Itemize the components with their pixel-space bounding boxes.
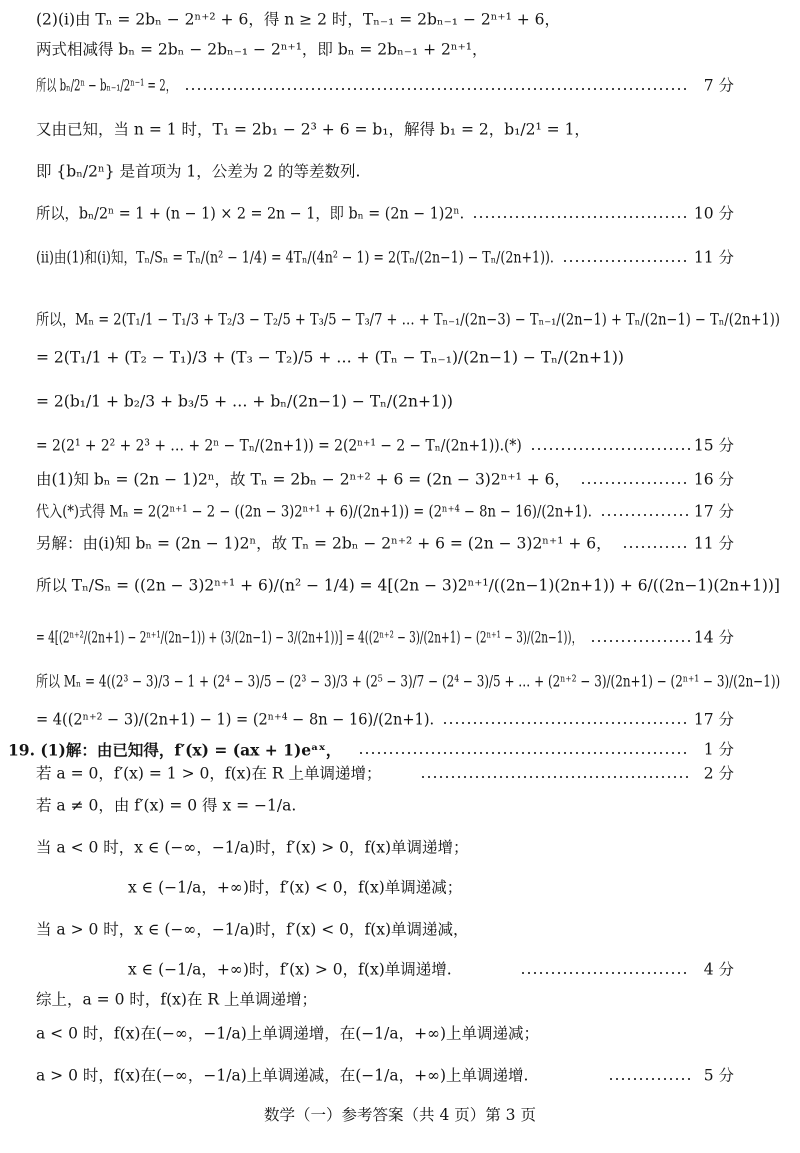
solution-line xyxy=(0,199,800,229)
leader-dots xyxy=(184,88,690,90)
line-text: = 2(2¹ + 2² + 2³ + … + 2ⁿ − Tₙ/(2n+1)) = 2(2ⁿ⁺¹ − 2 − Tₙ/(2n+1)).(*) xyxy=(36,436,522,455)
line-text: 所以 bₙ/2ⁿ − bₙ₋₁/2ⁿ⁻¹ = 2， xyxy=(36,76,176,95)
solution-line xyxy=(0,5,800,35)
solution-line xyxy=(0,115,800,145)
score-label: 7 分 xyxy=(703,76,734,95)
line-text: a > 0 时，f(x)在(−∞，−1/a)上单调递减，在(−1/a，+∞)上单调递增. xyxy=(36,1066,529,1085)
line-text: = 4[(2ⁿ⁺²/(2n+1) − 2ⁿ⁺¹/(2n−1)) + (3/(2n−1) − 3/(2n+1))] = 4((2ⁿ⁺² − 3)/(2n+1) − (2ⁿ⁺¹ − 3)/(2n−1))， xyxy=(36,628,583,647)
solution-line xyxy=(0,833,800,863)
page-footer: 数学（一）参考答案（共 4 页）第 3 页 xyxy=(264,1106,536,1124)
line-text: 代入(*)式得 Mₙ = 2(2ⁿ⁺¹ − 2 − ((2n − 3)2ⁿ⁺¹ + 6)/(2n+1)) = (2ⁿ⁺⁴ − 8n − 16)/(2n+1). xyxy=(36,502,592,521)
solution-line xyxy=(0,985,800,1015)
line-text: 由(1)知 bₙ = (2n − 1)2ⁿ，故 Tₙ = 2bₙ − 2ⁿ⁺² + 6 = (2n − 3)2ⁿ⁺¹ + 6， xyxy=(36,470,571,489)
score-label: 1 分 xyxy=(703,740,734,759)
score-label: 15 分 xyxy=(693,436,734,455)
solution-line xyxy=(0,759,800,789)
leader-dots xyxy=(442,722,690,724)
score-label: 17 分 xyxy=(693,502,734,521)
solution-line xyxy=(0,343,800,373)
line-text: (ⅱ)由(1)和(ⅰ)知，Tₙ/Sₙ = Tₙ/(n² − 1/4) = 4Tₙ/(4n² − 1) = 2(Tₙ/(2n−1) − Tₙ/(2n+1)). xyxy=(36,248,554,267)
score-label: 11 分 xyxy=(693,248,734,267)
solution-line xyxy=(0,1061,800,1091)
score-label: 11 分 xyxy=(693,534,734,553)
line-text: = 4((2ⁿ⁺² − 3)/(2n+1) − 1) = (2ⁿ⁺⁴ − 8n − 16)/(2n+1). xyxy=(36,710,435,729)
solution-line xyxy=(0,157,800,187)
solution-line xyxy=(0,667,800,697)
line-text: = 2(b₁/1 + b₂/3 + b₃/5 + … + bₙ/(2n−1) − Tₙ/(2n+1)) xyxy=(36,392,453,411)
score-label: 5 分 xyxy=(703,1066,734,1085)
line-text: 若 a ≠ 0，由 f′(x) = 0 得 x = −1/a. xyxy=(36,796,297,815)
solution-line xyxy=(0,529,800,559)
solution-line xyxy=(0,243,800,273)
solution-line xyxy=(0,465,800,495)
line-text: 所以，bₙ/2ⁿ = 1 + (n − 1) × 2 = 2n − 1，即 bₙ = (2n − 1)2ⁿ. xyxy=(36,204,465,223)
line-text: 所以 Tₙ/Sₙ = ((2n − 3)2ⁿ⁺¹ + 6)/(n² − 1/4) = 4[(2n − 3)2ⁿ⁺¹/((2n−1)(2n+1)) + 6/((2n−1)(2n+1))] xyxy=(36,576,780,595)
solution-line xyxy=(0,791,800,821)
leader-dots xyxy=(472,216,690,218)
line-text: x ∈ (−1/a，+∞)时，f′(x) > 0，f(x)单调递增. xyxy=(128,960,452,979)
leader-dots xyxy=(530,448,690,450)
solution-line xyxy=(0,915,800,945)
line-text: 当 a > 0 时，x ∈ (−∞，−1/a)时，f′(x) < 0，f(x)单调递减， xyxy=(36,920,469,939)
line-text: 若 a = 0，f′(x) = 1 > 0，f(x)在 R 上单调递增； xyxy=(36,764,382,783)
solution-line xyxy=(0,497,800,527)
solution-line xyxy=(0,571,800,601)
line-text: = 2(T₁/1 + (T₂ − T₁)/3 + (T₃ − T₂)/5 + … + (Tₙ − Tₙ₋₁)/(2n−1) − Tₙ/(2n+1)) xyxy=(36,348,624,367)
solution-line xyxy=(0,71,800,101)
solution-line xyxy=(0,387,800,417)
line-text: 当 a < 0 时，x ∈ (−∞，−1/a)时，f′(x) > 0，f(x)单调递增； xyxy=(36,838,469,857)
solution-line xyxy=(0,431,800,461)
solution-line xyxy=(0,305,800,335)
solution-line xyxy=(0,35,800,65)
line-text: 两式相减得 bₙ = 2bₙ − 2bₙ₋₁ − 2ⁿ⁺¹，即 bₙ = 2bₙ₋₁ + 2ⁿ⁺¹， xyxy=(36,40,488,59)
solution-line xyxy=(0,705,800,735)
solution-line xyxy=(0,1019,800,1049)
leader-dots xyxy=(520,972,690,974)
score-label: 16 分 xyxy=(693,470,734,489)
score-label: 10 分 xyxy=(693,204,734,223)
line-text: a < 0 时，f(x)在(−∞，−1/a)上单调递增，在(−1/a，+∞)上单调递减； xyxy=(36,1024,540,1043)
score-label: 4 分 xyxy=(703,960,734,979)
line-text: 19. (1)解：由已知得，f′(x) = (ax + 1)eᵃˣ， xyxy=(8,740,342,760)
solution-line xyxy=(0,873,800,903)
solution-line xyxy=(0,955,800,985)
leader-dots xyxy=(562,260,690,262)
score-label: 2 分 xyxy=(703,764,734,783)
leader-dots xyxy=(358,752,690,754)
line-text: 另解：由(ⅰ)知 bₙ = (2n − 1)2ⁿ，故 Tₙ = 2bₙ − 2ⁿ⁺² + 6 = (2n − 3)2ⁿ⁺¹ + 6， xyxy=(36,534,612,553)
solution-line xyxy=(0,623,800,653)
line-text: 又由已知，当 n = 1 时，T₁ = 2b₁ − 2³ + 6 = b₁，解得 b₁ = 2，b₁/2¹ = 1， xyxy=(36,120,590,139)
line-text: (2)(ⅰ)由 Tₙ = 2bₙ − 2ⁿ⁺² + 6，得 n ≥ 2 时，Tₙ₋₁ = 2bₙ₋₁ − 2ⁿ⁺¹ + 6， xyxy=(36,10,561,29)
line-text: 所以，Mₙ = 2(T₁/1 − T₁/3 + T₂/3 − T₂/5 + T₃/5 − T₃/7 + … + Tₙ₋₁/(2n−3) − Tₙ₋₁/(2n−1) + Tₙ/(2n−1) − Tₙ/(2n+1)) xyxy=(36,310,780,329)
line-text: x ∈ (−1/a，+∞)时，f′(x) < 0，f(x)单调递减； xyxy=(128,878,463,897)
line-text: 综上，a = 0 时，f(x)在 R 上单调递增； xyxy=(36,990,317,1009)
line-text: 所以 Mₙ = 4((2³ − 3)/3 − 1 + (2⁴ − 3)/5 − (2³ − 3)/3 + (2⁵ − 3)/7 − (2⁴ − 3)/5 + … + (2ⁿ⁺² − 3)/(2n+1) − (2ⁿ⁺¹ − 3)/(2n−1)) xyxy=(36,672,781,691)
score-label: 17 分 xyxy=(693,710,734,729)
line-text: 即 {bₙ/2ⁿ} 是首项为 1，公差为 2 的等差数列. xyxy=(36,162,361,181)
leader-dots xyxy=(420,776,690,778)
score-label: 14 分 xyxy=(693,628,734,647)
